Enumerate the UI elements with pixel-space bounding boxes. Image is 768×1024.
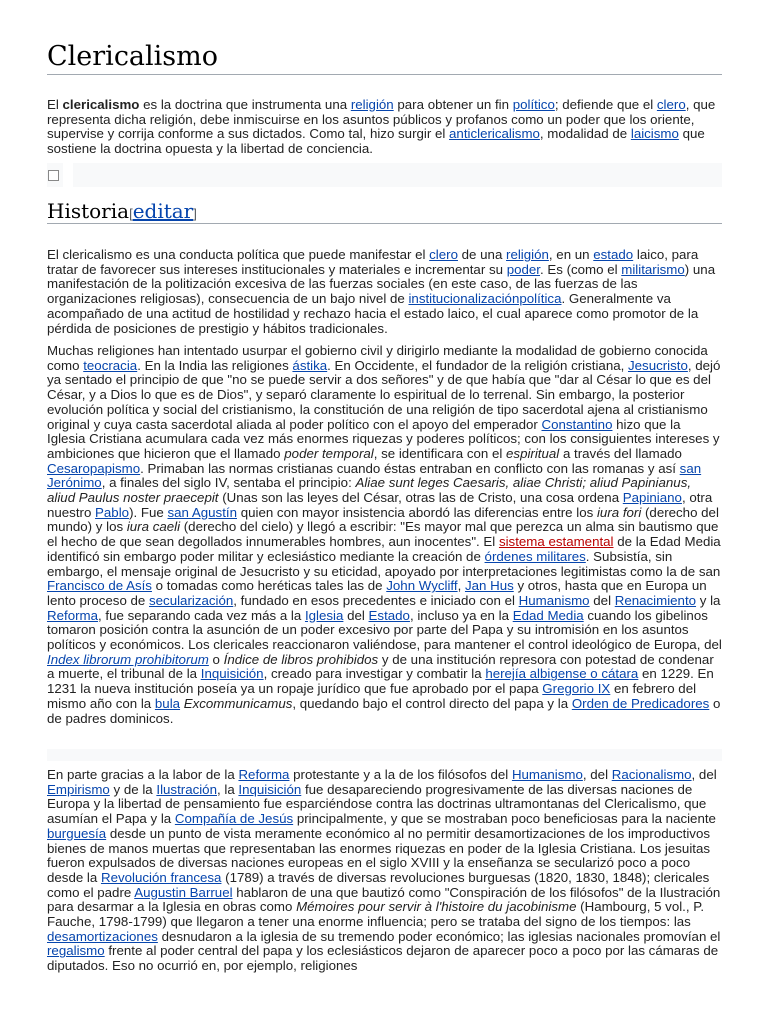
divider-band: [47, 749, 722, 761]
wiki-link[interactable]: herejía albigense o cátara: [485, 666, 639, 682]
text-run: (derecho del cielo) y llegó a escribir: "Es mayor mal que perezca un alma sin bautismo que el hecho de que sean degollados innumerables hombres, aun inocentes". El: [47, 519, 719, 550]
wiki-link[interactable]: anticlericalismo: [449, 126, 540, 142]
text-run: fue desapareciendo progresivamente de las diversas naciones de Europa y la libertad de pensamiento fue esparciéndose contra las doctrinas ultramontanas del Clericalismo, que asumían el Papa y la: [47, 781, 707, 827]
text-run: y de una institución represora con potestad de condenar a muerte, el tribunal de la: [47, 651, 714, 682]
text-run: del: [589, 592, 615, 608]
text-run: de la Edad Media identificó sin embargo poder militar y eclesiástico mediante la creación de: [47, 534, 721, 564]
wiki-link[interactable]: Francisco de Asís: [47, 578, 152, 594]
text-run: ) una manifestación de la politización excesiva de las fuerzas sociales (en este caso, de las fuerzas de las organizaciones religiosas), consecuencia de un bajo nivel de: [47, 261, 716, 307]
wiki-link[interactable]: Empirismo: [47, 781, 110, 797]
text-run: , en un: [548, 247, 594, 262]
section-heading-historia: [47, 198, 722, 224]
text-run: Excommunicamus: [183, 695, 293, 711]
text-run: , del: [691, 767, 717, 782]
text-run: hizo que la Iglesia Cristiana acumulara cada vez más enormes riquezas y poderes políticos; con los consiguientes intereses y ambiciones que hicieron que el llamado: [47, 416, 720, 461]
text-run: , dejó ya sentado el principio de que "no se puede servir a dos señores" y de que había que "dar al César lo que es del César, y a Dios lo que es de Dios", y separó claramente lo espiritual de lo terrenal. Sin embargo, la posterior evolución política y social del cristianismo, la constitución de una religión de tipo sacerdotal ajena al cristianismo original y cuya casta sacerdotal aliada al poder político con el apoyo del emperador: [47, 357, 721, 432]
wiki-link[interactable]: institucionalizaciónpolítica: [408, 291, 562, 307]
text-run: cuando los gibelinos tomaron posición contra la asunción de un poder excesivo por parte del Papa y su intromisión en los asuntos políticos y económicos. Los clericales reaccionaron valiéndose, para mantener el control ideológico de Europa, del: [47, 607, 722, 653]
text-run: , del: [582, 767, 612, 782]
wiki-link[interactable]: ástika: [292, 357, 328, 373]
edit-bracket-open: [: [129, 206, 133, 221]
text-run: , creado para investigar y combatir la: [263, 666, 486, 682]
edit-bracket-close: ]: [193, 206, 197, 221]
wiki-link[interactable]: político: [512, 97, 555, 112]
text-run: desde un punto de vista meramente económico al no permitir desamortizaciones de los improductivos bienes de manos muertas que representaban las enormes riquezas en poder de la Iglesia Cristiana. Los jesuitas fueron expulsados de diversas naciones europeas en el siglo XVIII y la enseñanza se secularizó poco a poco desde la: [47, 825, 711, 885]
wiki-link[interactable]: religión: [506, 247, 549, 262]
text-run: . Generalmente va acompañado de una actitud de hostilidad y rechazo hacia el estado laico, el cual aparece como promotor de la pérdida de posiciones de prestigio y hábitos tradicionales.: [47, 291, 699, 336]
wiki-link[interactable]: desamortizaciones: [47, 928, 158, 944]
wiki-link[interactable]: sistema estamental: [498, 534, 614, 550]
wiki-link[interactable]: teocracia: [83, 357, 138, 373]
text-run: y otros, hasta que en Europa un lento proceso de: [47, 578, 707, 608]
text-run: ,: [457, 578, 465, 594]
text-run: iura caeli: [126, 519, 181, 535]
text-run: (Unas son las leyes del César, otras las de Cristo, una cosa ordena: [218, 490, 623, 506]
text-run: . En la India las religiones: [137, 357, 293, 373]
wiki-link[interactable]: Renacimiento: [614, 592, 697, 608]
wiki-link[interactable]: Augustin Barruel: [134, 884, 233, 900]
text-run: , fue separando cada vez más a la: [98, 607, 305, 623]
text-run: protestante y a la de los filósofos del: [289, 767, 512, 782]
wiki-link[interactable]: Edad Media: [512, 607, 584, 623]
text-run: desnudaron a la iglesia de su tremendo poder económico; las iglesias nacionales promovían el: [157, 928, 721, 944]
wiki-link[interactable]: secularización: [149, 592, 234, 608]
wiki-link[interactable]: Jan Hus: [464, 578, 514, 594]
text-run: , modalidad de: [539, 126, 631, 142]
history-paragraph-3: [47, 768, 722, 974]
wiki-link[interactable]: bula: [154, 695, 181, 711]
text-run: quien con mayor insistencia abordó las diferencias entre los: [237, 504, 597, 520]
text-run: poder temporal: [284, 445, 374, 461]
wiki-link[interactable]: Constantino: [541, 416, 613, 432]
wiki-link[interactable]: Ilustración: [156, 781, 217, 797]
text-run: y la: [696, 592, 721, 608]
wiki-link[interactable]: regalismo: [47, 943, 105, 959]
wiki-link[interactable]: poder: [506, 261, 540, 277]
wiki-link[interactable]: religión: [350, 97, 394, 112]
text-run: , se identificara con el: [373, 445, 507, 461]
text-run: Muchas religiones han intentado usurpar el gobierno civil y dirigirlo mediante la modalidad de gobierno conocida como: [47, 343, 708, 373]
text-run: , a finales del siglo IV, sentaba el principio:: [101, 475, 356, 491]
wiki-link[interactable]: Pablo: [95, 504, 130, 520]
text-run: y de la: [109, 781, 157, 797]
text-run: espiritual: [506, 445, 560, 461]
text-run: o: [208, 651, 224, 667]
text-run: Aliae sunt leges Caesaris, aliae Christi; aliud Papinianus, aliud Paulus noster praecepit: [47, 475, 692, 506]
text-run: laico, para tratar de favorecer sus intereses institucionales y materiales e incrementar su: [47, 247, 699, 277]
text-run: El: [47, 97, 63, 112]
text-run: clericalismo: [62, 97, 140, 112]
wiki-link[interactable]: clero: [656, 97, 686, 112]
wiki-link[interactable]: burguesía: [47, 825, 107, 841]
wiki-link[interactable]: militarismo: [621, 261, 685, 277]
intro-paragraph: [47, 98, 722, 157]
text-run: (derecho del mundo) y los: [47, 504, 719, 535]
text-run: , la: [216, 781, 239, 797]
text-run: (Hambourg, 5 vol., P. Fauche, 1798-1799) que llegaron a tener una enorme influencia; pero se trataba del signo de los tiempos: las: [47, 899, 705, 930]
edit-section-link[interactable]: editar: [132, 199, 194, 223]
text-run: para obtener un fin: [393, 97, 513, 112]
wiki-link[interactable]: laicismo: [630, 126, 679, 142]
text-run: . En Occidente, el fundador de la religión cristiana,: [327, 357, 629, 373]
text-run: (1789) a través de diversas revoluciones burguesas (1820, 1830, 1848); clericales como el padre: [47, 869, 710, 900]
text-run: . Primaban las normas cristianas cuando éstas entraban en conflicto con las romanas y así: [140, 460, 680, 476]
text-run: principalmente, y que se mostraban poco beneficiosas para la naciente: [293, 811, 716, 827]
wiki-link[interactable]: Inquisición: [200, 666, 264, 682]
text-run: de una: [457, 247, 507, 262]
text-run: en 1229. En 1231 la nueva institución poseía ya un ropaje jurídico que fue aprobado por el papa: [47, 666, 714, 697]
wiki-link[interactable]: Cesaropapismo: [47, 460, 141, 476]
wiki-link[interactable]: san Jerónimo: [47, 460, 702, 491]
wiki-link[interactable]: Revolución francesa: [100, 869, 222, 885]
wiki-link[interactable]: John Wycliff: [386, 578, 458, 594]
page-title: Clericalismo: [47, 40, 722, 75]
toc-spacer: [63, 163, 73, 187]
wiki-link[interactable]: Humanismo: [518, 592, 590, 608]
text-run: El clericalismo es una conducta política que puede manifestar el: [47, 247, 430, 262]
wiki-link[interactable]: Orden de Predicadores: [571, 695, 710, 711]
text-run: , fundado en esos precedentes e iniciado con el: [233, 592, 519, 608]
text-run: a través del llamado: [559, 445, 682, 461]
history-paragraph-1: [47, 248, 722, 336]
section-heading-label: Historia: [47, 199, 130, 223]
wiki-link[interactable]: Jesucristo: [628, 357, 688, 373]
text-run: iura fori: [596, 504, 642, 520]
wiki-link[interactable]: órdenes militares: [484, 548, 586, 564]
text-run: . Subsistía, sin embargo, el mensaje original de Jesucristo y su eticidad, apoyado por interpretaciones legitimistas como la de san: [47, 548, 721, 579]
text-run: , quedando bajo el control directo del papa y la: [292, 695, 572, 711]
wiki-link[interactable]: Compañía de Jesús: [174, 811, 294, 827]
text-run: , que representa dicha religión, debe inmiscuirse en los asuntos públicos y profanos como un poder que los oriente, supervise y corrija conforme a sus dictados. Como tal, hizo surgir el: [47, 97, 716, 142]
text-run: Mémoires pour servir à l'histoire du jacobinisme: [296, 899, 577, 915]
text-run: en febrero del mismo año con la: [47, 681, 697, 711]
text-run: . Es (como el: [539, 261, 622, 277]
wiki-link[interactable]: Gregorio IX: [542, 681, 611, 697]
wiki-link[interactable]: Inquisición: [238, 781, 302, 797]
wiki-link[interactable]: Humanismo: [511, 767, 583, 782]
text-run: ). Fue: [129, 504, 168, 520]
wiki-link[interactable]: Reforma: [47, 607, 98, 623]
text-run: o de padres dominicos.: [47, 695, 721, 726]
history-paragraph-2: [47, 344, 722, 726]
text-run: , incluso ya en la: [409, 607, 513, 623]
table-of-contents: [47, 163, 722, 187]
text-run: En parte gracias a la labor de la: [47, 767, 239, 782]
text-run: , otra nuestro: [47, 490, 713, 520]
wiki-link[interactable]: Racionalismo: [611, 767, 692, 782]
wiki-link[interactable]: Estado: [368, 607, 410, 623]
text-run: del: [343, 607, 369, 623]
text-run: hablaron de una que bautizó como "Conspiración de los filósofos" de la Ilustración para desarmar a la Iglesia en obras como: [47, 884, 721, 915]
wiki-link[interactable]: san Agustín: [167, 504, 237, 520]
text-run: frente al poder central del papa y los eclesiásticos dejaron de aparecer poco a poco por las cámaras de diputados. Eso no ocurrió en, por ejemplo, religiones: [47, 943, 719, 974]
wiki-link[interactable]: clero: [429, 247, 458, 262]
text-run: Índice de libros prohibidos: [223, 651, 379, 667]
text-run: o tomadas como heréticas tales las de: [151, 578, 387, 594]
wiki-link[interactable]: Index librorum prohibitorum: [47, 651, 209, 667]
wiki-link[interactable]: Papiniano: [622, 490, 682, 506]
toc-toggle-checkbox[interactable]: [48, 170, 59, 181]
wiki-link[interactable]: Iglesia: [304, 607, 344, 623]
wiki-link[interactable]: Reforma: [238, 767, 290, 782]
text-run: es la doctrina que instrumenta una: [139, 97, 351, 112]
text-run: que sostiene la doctrina opuesta y la libertad de conciencia.: [47, 126, 705, 157]
wiki-link[interactable]: estado: [593, 247, 634, 262]
text-run: ; defiende que el: [554, 97, 657, 112]
